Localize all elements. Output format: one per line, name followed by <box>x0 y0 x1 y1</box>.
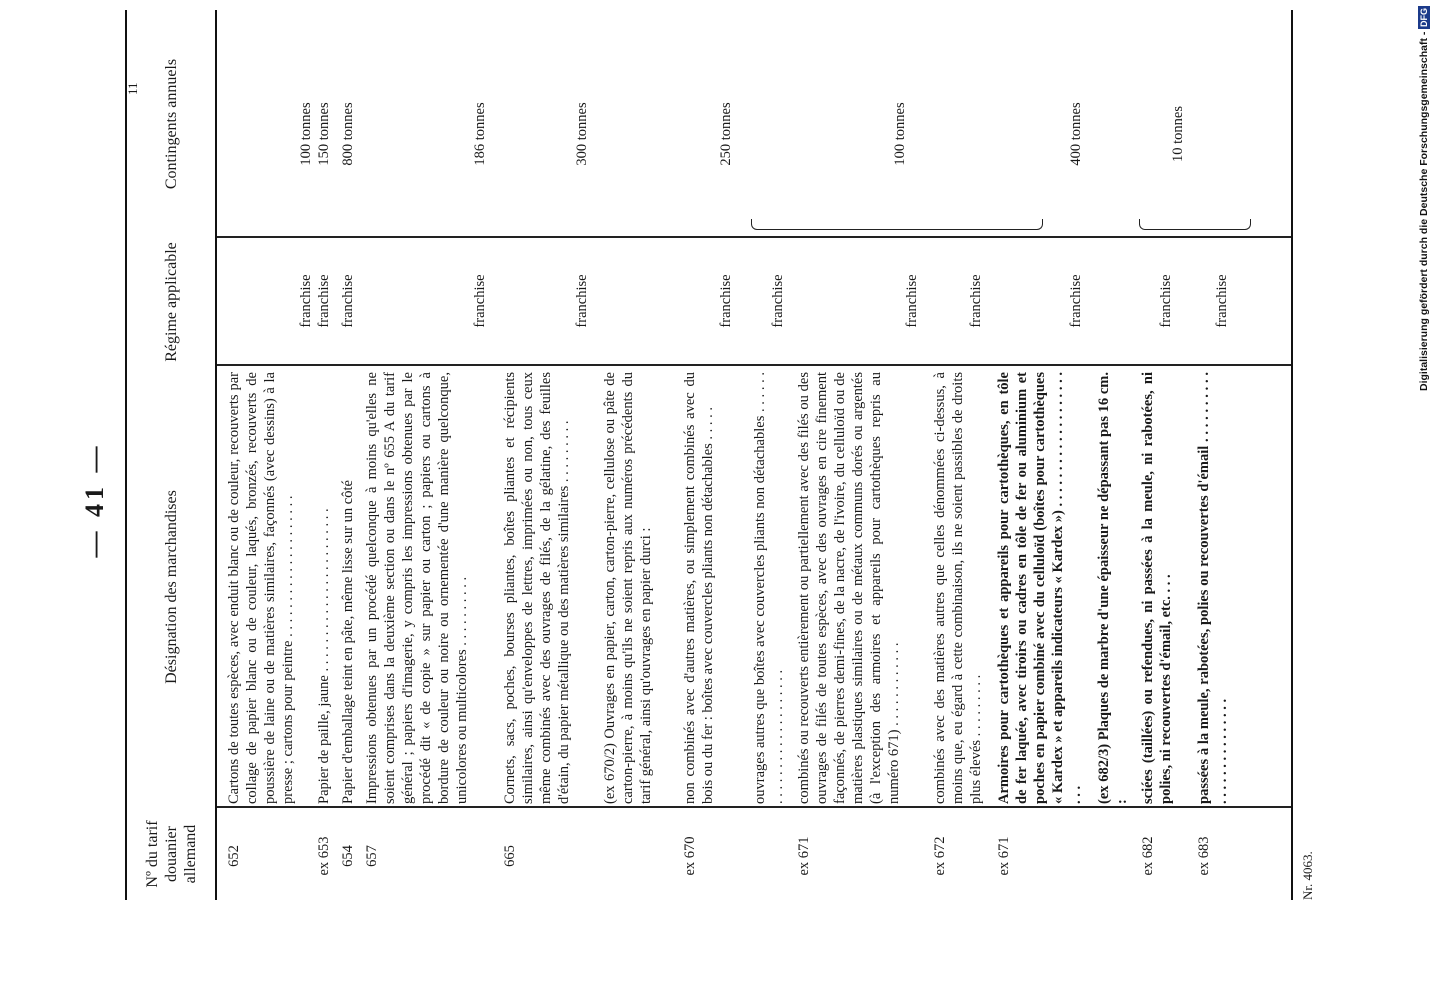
contingent-brace <box>751 219 1043 230</box>
regime: franchise <box>904 274 920 328</box>
regime: franchise <box>1158 274 1174 328</box>
contingent: 100 tonnes <box>892 102 908 166</box>
designation: Armoires pour cartothèques et appareils pour cartothèques, en tôle de fer laquée, avec tiroirs ou cadres en tôle de fer ou aluminium et poches en papier combiné avec du celluloïd (boîtes pour cartothèques « Kardex » et appareils indicateurs « Kardex ») . . . . . . . . . . . . . . . . . . . . . . <box>996 372 1084 804</box>
sheet-number: 11 <box>125 82 140 95</box>
designation: sciées (taillées) ou refendues, ni passées à la meule, ni rabotées, ni polies, ni recouvertes d'émail, etc. . . . <box>1140 372 1174 804</box>
contingent: 186 tonnes <box>472 102 488 166</box>
regime: franchise <box>1068 274 1084 328</box>
regime: franchise <box>574 274 590 328</box>
regime: franchise <box>298 274 314 328</box>
contingent: 400 tonnes <box>1068 102 1084 166</box>
designation: ouvrages autres que boîtes avec couvercles pliants non détachables . . . . . . . . . . . . . . . . . . . . . . . . . <box>752 372 786 804</box>
header-regime: Régime applicable <box>162 242 180 362</box>
table-bottom-rule <box>1291 10 1293 900</box>
tariff-number: ex 653 <box>316 836 332 876</box>
contingent: 100 tonnes <box>298 102 314 166</box>
regime: franchise <box>340 274 356 328</box>
header-tariff-no: Nº du tarif douanier allemand <box>143 820 199 888</box>
designation: (ex 670/2) Ouvrages en papier, carton, carton-pierre, cellulose ou pâte de carton-pierre, à moins qu'ils ne soient repris aux numéros précédents du tarif général, ainsi qu'ouvrages en papier durci : <box>602 372 654 804</box>
column-divider <box>217 365 1291 367</box>
column-divider <box>217 807 1291 809</box>
designation: Cornets, sacs, poches, bourses pliantes, boîtes pliantes et récipients similaires, ainsi qu'enveloppes de lettres, imprimées ou non, tous ceux même combinés avec des ouvrages de filés, de la gélatine, des feuilles d'étain, du papier métallique ou des matières similaires . . . . . . . . . <box>502 372 572 804</box>
designation: non combinés avec d'autres matières, ou simplement combinés avec du bois ou du fer : boîtes avec couvercles pliants non détachables . . . . . <box>682 372 716 804</box>
tariff-number: ex 671 <box>796 836 812 876</box>
designation: combinés ou recouverts entièrement ou partiellement avec des filés ou des ouvrages de filés de toutes espèces, avec des ouvrages en cire finement façonnés, de pierres demi-fines, de la nacre, de l'ivoire, du celluloïd ou de matières plastiques similaires ou de métaux communs dorés ou argentés (à l'exception des armoires et appareils pour cartothèques repris au numéro 671) . . . . . . . . . . . . <box>796 372 902 804</box>
contingent: 150 tonnes <box>316 102 332 166</box>
tariff-number: ex 682 <box>1140 836 1156 876</box>
regime: franchise <box>472 274 488 328</box>
header-contingents: Contingents annuels <box>162 58 180 190</box>
header-rule <box>215 10 217 900</box>
tariff-number: 657 <box>364 845 380 867</box>
regime: franchise <box>968 274 984 328</box>
regime: franchise <box>718 274 734 328</box>
designation: Impressions obtenues par un procédé quelconque à moins qu'elles ne soient comprises dans la deuxième section ou dans le nº 655 A du tarif général ; papiers d'imagerie, y compris les impressions obtenues par le procédé dit « de copie » sur papier ou carton ; papiers ou cartons à bordure de couleur ou noire ou ornementée d'une manière quelconque, unicolores ou multicolores . . . . . . . . . . <box>364 372 470 804</box>
tariff-table <box>125 10 1295 900</box>
tariff-number: ex 672 <box>932 836 948 876</box>
column-divider <box>217 237 1291 239</box>
header-designation: Désignation des marchandises <box>162 490 180 684</box>
stamp-text: Digitalisierung gefördert durch die Deutsche Forschungsgemeinschaft - <box>1418 31 1430 391</box>
designation: Papier d'emballage teint en pâte, même lisse sur un côté <box>340 480 356 804</box>
regime: franchise <box>1214 274 1230 328</box>
contingent: 250 tonnes <box>718 102 734 166</box>
tariff-number: ex 683 <box>1196 836 1212 876</box>
designation: Cartons de toutes espèces, avec enduit blanc ou de couleur, recouverts par collage de papier blanc ou de couleur, laqués, bronzés, recouverts de poussière de laine ou de matières similaires, façonnés (avec dessins) à la presse ; cartons pour peintre . . . . . . . . . . . . . . . . . . . . <box>226 372 296 804</box>
tariff-number: 665 <box>502 845 518 867</box>
tariff-number: 652 <box>226 845 242 867</box>
table-top-rule <box>125 10 127 900</box>
contingent: 300 tonnes <box>574 102 590 166</box>
regime: franchise <box>770 274 786 328</box>
contingent: 10 tonnes <box>1170 106 1186 162</box>
designation: (ex 682/3) Plaques de marbre d'une épaisseur ne dépassant pas 16 cm. : <box>1096 372 1130 804</box>
tariff-number: ex 671 <box>996 836 1012 876</box>
dfg-logo-icon: DFG <box>1419 7 1429 27</box>
footer-reference: Nr. 4063. <box>1300 851 1315 900</box>
designation: combinés avec des matières autres que celles dénommées ci-dessus, à moins que, eu égard à cette combinaison, ils ne soient passibles de droits plus élevés . . . . . . . . . <box>932 372 984 804</box>
tariff-number: ex 670 <box>682 836 698 876</box>
contingent-brace <box>1139 219 1251 230</box>
digitization-stamp <box>1416 6 1432 391</box>
page-number: — 41 — <box>80 442 109 558</box>
tariff-number: 654 <box>340 845 356 867</box>
designation: passées à la meule, rabotées, polies ou recouvertes d'émail . . . . . . . . . . . . . . . . . . . . . . . . . <box>1196 372 1230 804</box>
contingent: 800 tonnes <box>340 102 356 166</box>
regime: franchise <box>316 274 332 328</box>
designation: Papier de paille, jaune . . . . . . . . . . . . . . . . . . . . . . . <box>316 508 332 804</box>
